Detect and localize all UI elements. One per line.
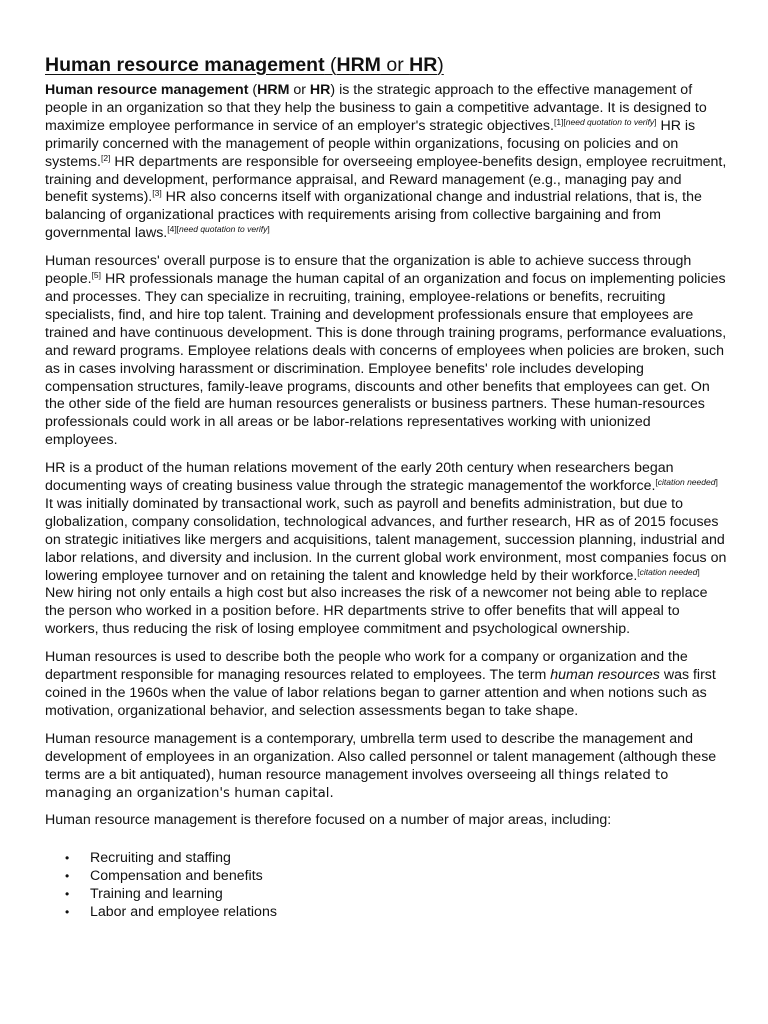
text-run: HR departments are responsible for overseeing employee-benefits design, employee recruitment, training and development, performance appraisal, and Reward management (e.g., managing pay and benefit systems). xyxy=(45,153,727,206)
citation-close: ] xyxy=(654,116,657,127)
title-or: or xyxy=(380,54,410,76)
list-item: • Training and learning xyxy=(45,886,727,904)
text-run: Human resources' overall purpose is to ensure that the organization is able to achieve success through people. xyxy=(45,253,692,288)
title-abbrev-hrm: HRM xyxy=(336,54,381,76)
paragraph-purpose xyxy=(45,253,727,450)
citation-note: citation needed xyxy=(657,477,716,488)
text-run: Human resource management is a contemporary, umbrella term used to describe the management and development of employees in an organization. Also called personnel or talent management (although these terms are a bit antiquated), human resource management involves overseeing all xyxy=(45,730,717,783)
title-paren-open: ( xyxy=(324,54,337,76)
text-run: HR is primarily concerned with the management of people within organizations, focusing on policies and on systems. xyxy=(45,117,696,170)
text-run: It was initially dominated by transactional work, such as payroll and benefits administration, but due to globalization, company consolidation, technological advances, and further research, HR as of 2015 focuses on strategic initiatives like mergers and acquisitions, talent management, succession planning, industrial and labor relations, and diversity and inclusion. In the current global work environment, most companies focus on lowering employee turnover and on retaining the talent and knowledge held by their workforce. xyxy=(45,495,727,584)
citation-4 xyxy=(167,224,270,234)
paragraph-umbrella xyxy=(45,731,727,803)
text-run: HR professionals manage the human capital of an organization and focus on implementing policies and processes. They can specialize in recruiting, training, employee-relations or benefits, recruiting specialists, find, and hire top talent. Training and development professionals ensure that employees are trained and have continuous development. This is done through training programs, performance evaluations, and reward programs. Employee relations deals with concerns of employees when policies are broken, such as in cases involving harassment or discrimination. Employee benefits' role includes developing compensation structures, family-leave programs, discounts and other benefits that employees can get. On the other side of the field are human resources generalists or business partners. These human-resources professionals could work in all areas or be labor-relations representatives working with unionized employees. xyxy=(45,271,727,449)
title-paren-close: ) xyxy=(437,54,444,76)
citation-5: [5] xyxy=(91,270,101,281)
citation-needed-1: [citation needed] xyxy=(655,477,718,488)
major-areas-list xyxy=(45,850,727,922)
citation-note: citation needed xyxy=(639,566,698,577)
paragraph-list-intro: Human resource management is therefore focused on a number of major areas, including: xyxy=(45,812,612,829)
paragraph-terminology xyxy=(45,649,727,721)
paragraph-definition xyxy=(45,82,727,243)
citation-close: ] xyxy=(267,224,270,235)
title-term: Human resource management xyxy=(45,54,325,76)
list-item: • Recruiting and staffing xyxy=(45,850,727,868)
text-run: was first coined in the 1960s when the value of labor relations began to garner attention and when notions such as motivation, organizational behavior, and selection assessments began to take shape. xyxy=(45,667,716,719)
text-run-alt-font: things related to managing an organization's human capital. xyxy=(45,767,669,801)
citation-note: need quotation to verify xyxy=(179,224,268,235)
italic-term: human resources xyxy=(550,667,660,684)
paragraph-history xyxy=(45,460,727,639)
bold-term: Human resource management xyxy=(45,82,249,98)
text-run: HR also concerns itself with organizational change and industrial relations, that is, the balancing of organizational practices with requirements arising from collective bargaining and from governmental laws. xyxy=(45,189,702,242)
bold-abbrev-hrm: HRM xyxy=(257,82,290,98)
bold-abbrev-hr: HR xyxy=(309,82,331,98)
citation-3: [3] xyxy=(152,188,162,199)
article-title xyxy=(45,52,727,78)
citation-ref: [1][ xyxy=(553,116,566,127)
text-run: Human resources is used to describe both the people who work for a company or organization and the department responsible for managing resources related to employees. The term xyxy=(45,649,688,684)
list-item: • Labor and employee relations xyxy=(45,904,727,922)
text-run: HR is a product of the human relations movement of the early 20th century when researchers began documenting ways of creating business value through the strategic managementof the workforce. xyxy=(45,460,674,495)
citation-ref: [4][ xyxy=(167,224,180,235)
citation-2: [2] xyxy=(100,152,111,163)
list-item: • Compensation and benefits xyxy=(45,868,727,886)
text-run: ( xyxy=(248,82,258,98)
citation-note: need quotation to verify xyxy=(565,116,655,127)
text-run: ) is the strategic approach to the effective management of people in an organization so that they help the business to gain a competitive advantage. It is designed to maximize employee performance in service of an employer's strategic objectives. xyxy=(45,82,707,134)
title-abbrev-hr: HR xyxy=(409,54,438,76)
citation-needed-2: [citation needed] xyxy=(637,566,700,577)
text-run: or xyxy=(289,82,310,98)
document-page xyxy=(45,52,727,922)
citation-1 xyxy=(554,117,657,127)
text-run: New hiring not only entails a high cost but also increases the risk of a newcomer not being able to replace the person who worked in a position before. HR departments strive to offer benefits that will appeal to workers, thus reducing the risk of losing employee commitment and psychological ownership. xyxy=(45,585,708,638)
